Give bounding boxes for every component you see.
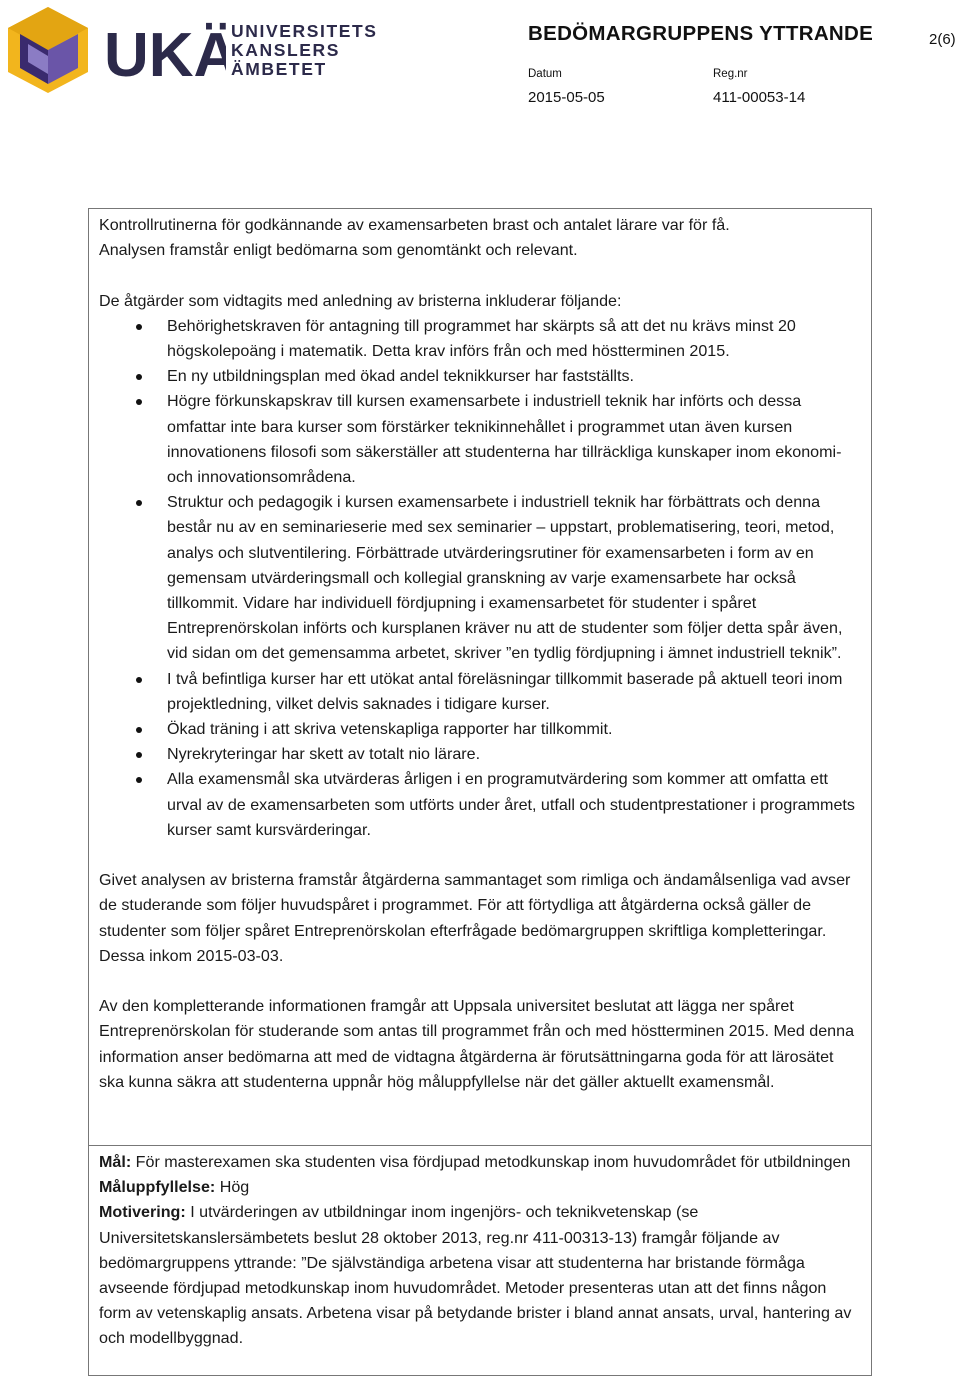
motivation-paragraph [99,1200,861,1351]
uka-logo [6,4,378,96]
paragraph-line: Analysen framstår enligt bedömarna som genomtänkt och relevant. [99,241,578,260]
measures-intro: De åtgärder som vidtagits med anledning av bristerna inkluderar följande: [99,291,622,310]
logo-line-3: ÄMBETET [231,59,327,79]
list-item: En ny utbildningsplan med ökad andel teknikkurser har fastställts. [99,364,861,389]
reg-value: 411-00053-14 [713,89,806,106]
measures-list [99,314,861,843]
fulfilment-paragraph [99,1175,861,1200]
list-item: Struktur och pedagogik i kursen examensarbete i industriell teknik har förbättrats och denna består nu av en seminarieserie med sex seminarier – uppstart, problematisering, teori, metod, analys och slutventilering. Förbättrade utvärderingsrutiner för examensarbeten i form av en gemensam utvärderingsmall och kollegial granskning av varje examensarbete har också tillkommit. Vidare har individuell fördjupning i examensarbetet för studenter i spåret Entreprenörskolan införts och kursplanen kräver nu att de studenter som följer detta spår även, vid sidan om det gemensamma arbetet, skriver ”en tydlig fördjupning i ämnet industriell teknik”. [99,490,861,666]
assessment-paragraph: Givet analysen av bristerna framstår åtgärderna sammantaget som rimliga och ändamålsenliga vad avser de studerande som följer huvudspåret i programmet. För att förtydliga att åtgärderna också gäller de studenter som följer spåret Entreprenörskolan efterfrågade bedömargruppen skriftliga kompletteringar. Dessa inkom 2015-03-03. [99,871,851,965]
list-item: I två befintliga kurser har ett utökat antal föreläsningar tillkommit baserade på aktuell teori inom projektledning, vilket delvis saknades i tidigare kurser. [99,667,861,717]
fulfilment-text: Hög [215,1178,250,1197]
logo-text [231,22,378,79]
uka-emblem-icon [6,4,226,96]
list-item: Alla examensmål ska utvärderas årligen i en programutvärdering som kommer att omfatta ett urval av de examensarbeten som utförts under året, utfall och studentprestationer i programmets kurser samt kursvärderingar. [99,767,861,843]
logo-line-1: UNIVERSITETS [231,21,378,41]
document-title: BEDÖMARGRUPPENS YTTRANDE [528,22,874,45]
list-item: Ökad träning i att skriva vetenskapliga rapporter har tillkommit. [99,717,861,742]
paragraph-line: Kontrollrutinerna för godkännande av examensarbeten brast och antalet lärare var för få. [99,216,730,234]
motivation-label: Motivering: [99,1203,186,1222]
goal-paragraph [99,1146,861,1175]
reg-label: Reg.nr [713,68,748,80]
page-number: 2(6) [929,31,956,48]
list-item: Nyrekryteringar har skett av totalt nio lärare. [99,742,861,767]
analysis-box [88,208,872,1146]
motivation-text: I utvärderingen av utbildningar inom ingenjörs- och teknikvetenskap (se Universitetskanslersämbetets beslut 28 oktober 2013, reg.nr 411-00313-13) framgår följande av bedömargruppens yttrande: ”De självständiga arbetena visar att studenterna har bristande förmåga avseende fördjupad metodkunskap inom huvudområdet. Metoder presenteras utan att det finns någon form av vetenskaplig ansats. Arbetena visar på betydande brister i bland annat ansats, urval, hantering av och modellbyggnad. [99,1203,852,1348]
fulfilment-label: Måluppfyllelse: [99,1178,216,1197]
svg-text:UKÄ: UKÄ [104,21,226,90]
date-value: 2015-05-05 [528,89,605,106]
conclusion-paragraph: Av den kompletterande informationen framgår att Uppsala universitet beslutat att lägga ner spåret Entreprenörskolan för studerande som antas till programmet från och med höstterminen 2015. Med denna information anser bedömarna att med de vidtagna åtgärderna är förutsättningarna goda för att lärosätet ska kunna säkra att studenterna uppnår hög måluppfyllelse när det gäller aktuellt examensmål. [99,997,855,1091]
goal-label: Mål: [99,1153,132,1171]
goal-box [88,1146,872,1376]
goal-text: För masterexamen ska studenten visa fördjupad metodkunskap inom huvudområdet för utbildningen [131,1153,851,1171]
date-label: Datum [528,68,562,80]
list-item: Högre förkunskapskrav till kursen examensarbete i industriell teknik har införts och dessa omfattar inte bara kurser som förstärker teknikinnehållet i programmet utan även kursen innovationens filosofi som säkerställer att studenterna har tillräckliga kunskaper inom ekonomi- och innovationsområdena. [99,389,861,490]
logo-line-2: KANSLERS [231,40,341,60]
list-item: Behörighetskraven för antagning till programmet har skärpts så att det nu krävs minst 20 högskolepoäng i matematik. Detta krav införs från och med höstterminen 2015. [99,314,861,364]
